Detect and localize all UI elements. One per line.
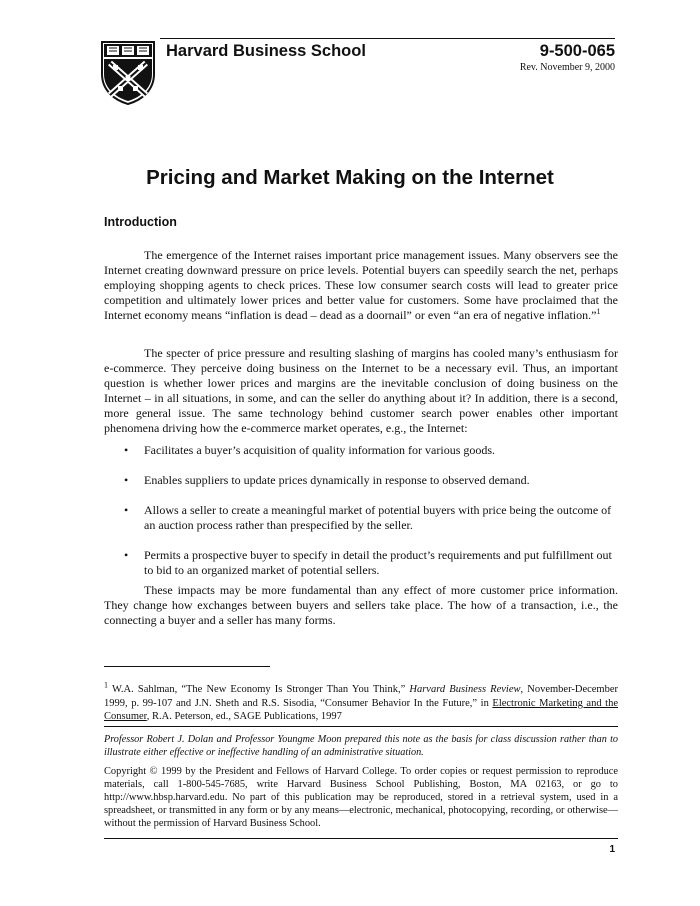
section-heading: Introduction — [104, 215, 177, 229]
paragraph-1 — [104, 248, 618, 323]
footnote-text-b: , November-December 1999, p. 99-107 and J.N. Sheth and R.S. Sisodia, “Consumer Behavior In the Future,” in — [104, 684, 618, 709]
footer-rule — [104, 838, 618, 839]
footnote — [104, 680, 618, 724]
paragraph-1-text: The emergence of the Internet raises important price management issues. Many observers see the Internet creating downward pressure on price levels. Potential buyers can speedily search the net, perhaps employing shopping agents to check prices. These low consumer search costs will lead to greater price competition and ultimately lower prices and better value for customers. Some have proclaimed that the Internet economy means “inflation is dead – dead as a doornail” or even “an era of negative inflation.” — [104, 248, 618, 322]
page-number: 1 — [609, 844, 615, 855]
bullet-icon: • — [124, 547, 129, 562]
revision-date: Rev. November 9, 2000 — [519, 62, 615, 73]
page-title: Pricing and Market Making on the Internet — [146, 166, 554, 189]
authors-rule — [104, 726, 618, 727]
list-item — [104, 443, 618, 458]
harvard-shield-icon — [100, 40, 156, 106]
footnote-reference[interactable]: 1 — [596, 306, 601, 316]
document-number: 9-500-065 — [539, 42, 615, 60]
list-item — [104, 548, 618, 578]
footnote-number: 1 — [104, 680, 108, 690]
paragraph-3: These impacts may be more fundamental than any effect of more customer price information. They change how exchanges between buyers and sellers take place. The how of a transaction, i.e., the connecting a buyer and a seller has many forms. — [104, 583, 618, 627]
list-item-text: Permits a prospective buyer to specify in detail the product’s requirements and put fulfillment out to bid to an organized market of potential sellers. — [144, 547, 612, 577]
header-rule — [160, 38, 615, 39]
list-item — [104, 473, 618, 488]
footnote-separator — [104, 666, 270, 667]
bullet-icon: • — [124, 443, 129, 457]
authors-note: Professor Robert J. Dolan and Professor Youngme Moon prepared this note as the basis for class discussion rather than to illustrate either effective or ineffective handling of an administrative situation. — [104, 734, 618, 759]
footnote-journal: Harvard Business Review — [409, 684, 521, 695]
bullet-list — [104, 443, 618, 592]
bullet-icon: • — [124, 502, 129, 517]
footnote-text-c: , R.A. Peterson, ed., SAGE Publications, 1997 — [146, 711, 342, 722]
copyright-notice: Copyright © 1999 by the President and Fellows of Harvard College. To order copies or request permission to reproduce materials, call 1-800-545-7685, write Harvard Business School Publishing, Boston, MA 02163, or go to http://www.hbsp.harvard.edu. No part of this publication may be reproduced, stored in a retrieval system, used in a spreadsheet, or transmitted in any form or by any means—electronic, mechanical, photocopying, recording, or otherwise—without the permission of Harvard Business School. — [104, 766, 618, 830]
paragraph-2: The specter of price pressure and resulting slashing of margins has cooled many’s enthusiasm for e-commerce. They perceive doing business on the Internet to be a necessary evil. Thus, an important question is whether lower prices and margins are the inevitable conclusion of doing business on the Internet – in all situations, in some, and can the seller do anything about it? In addition, there is a second, more general issue. The same technology behind customer search power enables other important phenomena driving how the e-commerce market operates, e.g., the Internet: — [104, 346, 618, 435]
list-item-text: Facilitates a buyer’s acquisition of quality information for various goods. — [144, 443, 496, 457]
list-item — [104, 503, 618, 533]
list-item-text: Allows a seller to create a meaningful market of potential buyers with price being the outcome of an auction process rather than prespecified by the seller. — [144, 502, 612, 532]
footnote-text-a: W.A. Sahlman, “The New Economy Is Stronger Than You Think,” — [108, 684, 410, 695]
list-item-text: Enables suppliers to update prices dynamically in response to observed demand. — [144, 472, 530, 487]
bullet-icon: • — [124, 472, 129, 487]
school-name: Harvard Business School — [166, 42, 366, 60]
footnote-book-title: Electronic Marketing and the Consumer — [104, 697, 618, 722]
